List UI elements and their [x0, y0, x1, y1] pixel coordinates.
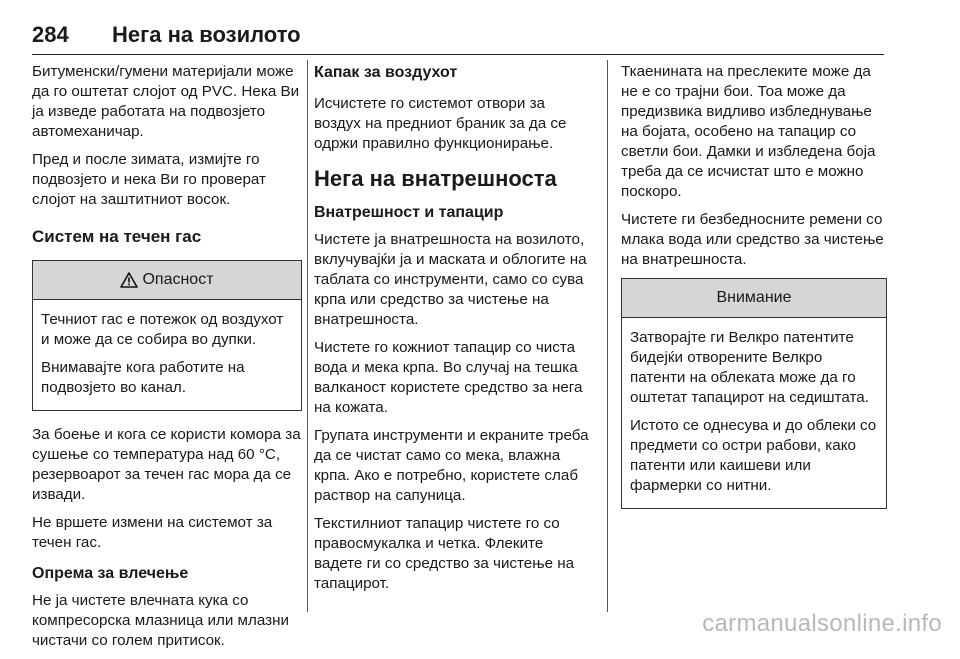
chapter-title: Нега на возилото [112, 22, 301, 47]
paragraph: За боење и кога се користи комора за сушење со температура над 60 °C, резервоарот за течен гас мора да се извади. [32, 426, 301, 503]
paragraph: Истото се однесува и до облеки со предмети со остри рабови, како патенти или каишеви или фармерки со нитни. [630, 417, 877, 494]
caution-box-title: Внимание [716, 289, 792, 306]
paragraph: Не ја чистете влечната кука со компресорска млазница или млазни чистачи со голем притисок. [32, 592, 289, 649]
column-3 [621, 62, 887, 523]
danger-box-title: Опасност [142, 271, 214, 288]
caution-box [621, 278, 887, 509]
page-number: 284 [32, 22, 69, 47]
column-1 [32, 62, 302, 659]
chapter-heading-interior: Нега на внатрешноста [314, 166, 557, 191]
column-divider [307, 60, 308, 612]
caution-box-body [622, 318, 886, 508]
paragraph: Чистете ги безбедносните ремени со млака вода или средство за чистење на внатрешноста. [621, 211, 884, 268]
paragraph: Групата инструменти и екраните треба да се чистат само со мека, влажна крпа. Ако е потребно, користете слаб раствор на сапуница. [314, 427, 589, 504]
section-heading-lpg: Систем на течен гас [32, 227, 202, 246]
danger-box-body [33, 300, 301, 410]
paragraph: Исчистете го системот отвори за воздух на предниот браник за да се одржи правилно функционирање. [314, 95, 567, 152]
section-heading-towing: Опрема за влечење [32, 565, 189, 582]
paragraph: Чистете ја внатрешноста на возилото, вклучувајќи ја и маската и облогите на таблата со инструменти, само со сува крпа или средство за чистење на внатрешноста. [314, 231, 587, 328]
watermark: carmanualsonline.info [702, 610, 942, 637]
paragraph: Не вршете измени на системот за течен гас. [32, 514, 273, 551]
paragraph: Пред и после зимата, измијте го подвозјето и нека Ви го проверат слојот на заштитниот восок. [32, 151, 266, 208]
danger-box-header [33, 261, 301, 300]
paragraph: Внимавајте кога работите на подвозјето во канал. [41, 359, 245, 396]
paragraph: Текстилниот тапацир чистете го со правосмукалка и четка. Флеките вадете ги со средство за чистење на тапацирот. [314, 515, 575, 592]
column-2 [314, 62, 594, 602]
caution-box-header [622, 279, 886, 318]
warning-triangle-icon [120, 272, 138, 288]
paragraph: Затворајте ги Велкро патентите бидејќи отворените Велкро патенти на облеката може да го оштетат тапацирот на седиштата. [630, 329, 869, 406]
paragraph: Ткаенината на преслеките може да не е со трајни бои. Тоа може да предизвика видливо избледнување на бојата, особено на тапацир со светли бои. Дамки и избледена боја треба да се исчистат што е можно поскоро. [621, 63, 876, 200]
page-header [32, 20, 884, 55]
section-heading-upholstery: Внатрешност и тапацир [314, 204, 504, 221]
paragraph: Течниот гас е потежок од воздухот и може да се собира во дупки. [41, 311, 284, 348]
section-heading-air-vent: Капак за воздухот [314, 64, 458, 81]
paragraph: Битуменски/гумени материјали може да го оштетат слојот од PVC. Нека Ви ја изведе работата на подвозјето автомеханичар. [32, 63, 300, 140]
danger-box [32, 260, 302, 411]
column-divider [607, 60, 608, 612]
paragraph: Чистете го кожниот тапацир со чиста вода и мека крпа. Во случај на тешка валканост користете средство за нега на кожата. [314, 339, 583, 416]
